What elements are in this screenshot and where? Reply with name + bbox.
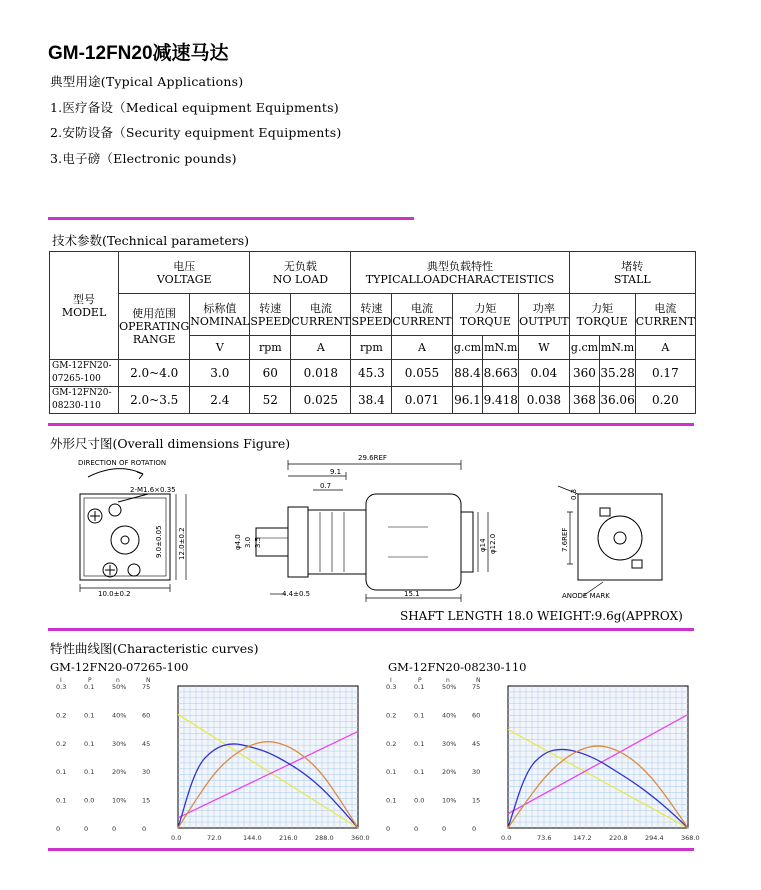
noload-speed-header xyxy=(250,294,291,336)
current-header-en: CURRENT xyxy=(291,314,351,328)
application-item: 2.安防设备（Security equipment Equipments) xyxy=(50,125,342,140)
unit-cell: mN.m xyxy=(483,336,519,360)
y-tick-label: 0.2 xyxy=(386,711,397,720)
speed-header-cn: 转速 xyxy=(360,301,383,315)
dim-label: 29.6REF xyxy=(358,454,387,462)
y-tick-label: 0 xyxy=(442,825,447,833)
unit-cell: V xyxy=(190,336,250,360)
model-header-cn: 型号 xyxy=(73,292,96,306)
y-tick-label: 0.0 xyxy=(414,796,425,805)
section-divider xyxy=(48,628,694,631)
x-tick-label: 147.2 xyxy=(573,834,592,842)
shaft-weight-note: SHAFT LENGTH 18.0 WEIGHT:9.6g(APPROX) xyxy=(400,609,683,623)
axis-header: N xyxy=(476,677,481,684)
dim-label: 9.1 xyxy=(330,468,342,476)
y-tick-label: 0.3 xyxy=(386,683,397,691)
curves-heading: 特性曲线图(Characteristic curves) xyxy=(50,641,259,656)
dimensions-heading: 外形尺寸图(Overall dimensions Figure) xyxy=(50,436,291,451)
y-tick-label: 0.1 xyxy=(414,768,425,777)
axis-header: N xyxy=(146,677,151,684)
dim-label: 7.6REF xyxy=(561,527,569,552)
table-row xyxy=(50,360,696,387)
noload-header xyxy=(250,252,351,294)
power-header-cn: 功率 xyxy=(532,301,555,315)
section-divider xyxy=(48,848,694,851)
shaft-boss xyxy=(111,526,139,554)
stall-header-en: STALL xyxy=(613,272,651,286)
y-tick-label: 0.2 xyxy=(386,739,397,748)
section-divider xyxy=(48,423,694,426)
x-tick-label: 360.0 xyxy=(351,834,370,842)
dim-label: 10.0±0.2 xyxy=(98,590,131,598)
y-tick-label: 0 xyxy=(112,825,117,833)
unit-cell: W xyxy=(519,336,569,360)
value-cell: 88.4 xyxy=(452,360,483,387)
noload-current-header xyxy=(291,294,351,336)
unit-cell: rpm xyxy=(351,336,392,360)
anode-label: ANODE MARK xyxy=(562,592,610,600)
typical-torque-header xyxy=(452,294,519,336)
voltage-header xyxy=(119,252,250,294)
y-tick-label: 40% xyxy=(442,711,457,720)
y-tick-label: 30 xyxy=(142,768,151,777)
y-tick-label: 0 xyxy=(386,825,391,833)
rotation-label: DIRECTION OF ROTATION xyxy=(78,459,167,467)
y-tick-label: 0.1 xyxy=(84,683,95,691)
applications-heading: 典型用途(Typical Applications) xyxy=(50,74,244,89)
typical-load-header xyxy=(351,252,569,294)
stall-header xyxy=(569,252,695,294)
value-cell: 60 xyxy=(250,360,291,387)
torque-header-en: TORQUE xyxy=(576,314,628,328)
y-tick-label: 0.0 xyxy=(84,796,95,805)
current-header-cn: 电流 xyxy=(309,301,332,315)
x-tick-label: 368.0 xyxy=(681,834,700,842)
application-item: 1.医疗备设（Medical equipment Equipments) xyxy=(50,100,339,115)
y-tick-label: 40% xyxy=(112,711,127,720)
axis-header: P xyxy=(88,677,92,684)
stall-current-header xyxy=(635,294,695,336)
x-tick-label: 288.0 xyxy=(315,834,334,842)
x-tick-label: 0.0 xyxy=(171,834,182,842)
value-cell: 2.4 xyxy=(190,387,250,414)
model-header-en: MODEL xyxy=(61,305,107,319)
dim-label: 3.5 xyxy=(254,536,262,548)
unit-cell: g.cm xyxy=(452,336,483,360)
dim-label: 15.1 xyxy=(404,590,420,598)
dim-label: φ12.0 xyxy=(489,533,497,554)
y-tick-label: 0 xyxy=(56,825,61,833)
value-cell: 8.663 xyxy=(483,360,519,387)
value-cell: 35.28 xyxy=(600,360,635,387)
gearbox-plate xyxy=(288,507,308,577)
value-cell: 368 xyxy=(569,387,600,414)
y-tick-label: 0 xyxy=(142,825,147,833)
typical-power-header xyxy=(519,294,569,336)
table-row xyxy=(50,387,696,414)
stall-torque-header xyxy=(569,294,635,336)
torque-header-cn: 力矩 xyxy=(474,301,497,315)
x-tick-label: 0.0 xyxy=(501,834,512,842)
y-tick-label: 30% xyxy=(442,739,457,748)
rotation-arrow xyxy=(88,469,143,477)
section-divider xyxy=(48,217,414,220)
axis-header: n xyxy=(116,677,120,684)
value-cell: 36.06 xyxy=(600,387,635,414)
y-tick-label: 0.1 xyxy=(414,711,425,720)
y-tick-label: 50% xyxy=(112,683,127,691)
model-cell: GM-12FN20-08230-110 xyxy=(50,387,119,414)
x-tick-label: 294.4 xyxy=(645,834,664,842)
dim-label: 9.0±0.05 xyxy=(155,525,163,558)
torque-header-cn: 力矩 xyxy=(591,301,614,315)
y-tick-label: 15 xyxy=(472,796,481,805)
page-title: GM-12FN20减速马达 xyxy=(48,43,229,64)
x-tick-label: 144.0 xyxy=(243,834,262,842)
range-header xyxy=(119,294,190,360)
y-tick-label: 0.1 xyxy=(84,768,95,777)
thread-label: 2-M1.6×0.35 xyxy=(130,486,176,494)
value-cell: 0.025 xyxy=(291,387,351,414)
nominal-header-en: NOMINAL xyxy=(190,314,250,328)
value-cell: 0.038 xyxy=(519,387,569,414)
y-tick-label: 30 xyxy=(472,768,481,777)
voltage-header-cn: 电压 xyxy=(173,259,196,273)
dim-label: 3.0 xyxy=(244,536,252,548)
current-header-en: CURRENT xyxy=(392,314,452,328)
y-tick-label: 75 xyxy=(472,683,481,691)
application-item: 3.电子磅（Electronic pounds) xyxy=(50,151,237,166)
value-cell: 45.3 xyxy=(351,360,392,387)
motor-body xyxy=(366,494,461,590)
range-header-cn: 使用范围 xyxy=(132,307,177,320)
y-tick-label: 0.1 xyxy=(414,683,425,691)
y-tick-label: 10% xyxy=(442,796,457,805)
axis-header: I xyxy=(60,677,62,684)
typical-header-cn: 典型负载特性 xyxy=(427,259,494,273)
y-tick-label: 0.1 xyxy=(56,796,67,805)
end-view-plate xyxy=(578,494,662,580)
y-tick-label: 10% xyxy=(112,796,127,805)
y-tick-label: 0.1 xyxy=(386,768,397,777)
y-tick-label: 0.3 xyxy=(56,683,67,691)
y-tick-label: 45 xyxy=(472,739,481,748)
torque-header-en: TORQUE xyxy=(459,314,511,328)
model-cell: GM-12FN20-07265-100 xyxy=(50,360,119,387)
y-tick-label: 30% xyxy=(112,739,127,748)
nominal-header xyxy=(190,294,250,336)
value-cell: 52 xyxy=(250,387,291,414)
technical-table xyxy=(49,251,696,414)
dim-label: 0.7 xyxy=(320,482,332,490)
x-tick-label: 220.8 xyxy=(609,834,628,842)
y-tick-label: 50% xyxy=(442,683,457,691)
axis-header: I xyxy=(390,677,392,684)
value-cell: 2.0~4.0 xyxy=(119,360,190,387)
typical-current-header xyxy=(392,294,452,336)
chart-title: GM-12FN20-07265-100 xyxy=(50,660,189,674)
y-tick-label: 60 xyxy=(472,711,481,720)
y-tick-label: 0.1 xyxy=(386,796,397,805)
speed-header-en: SPEED xyxy=(250,314,291,328)
y-tick-label: 75 xyxy=(142,683,151,691)
voltage-header-en: VOLTAGE xyxy=(156,272,212,286)
model-header xyxy=(50,252,119,360)
y-tick-label: 60 xyxy=(142,711,151,720)
y-tick-label: 0.2 xyxy=(56,739,67,748)
unit-cell: g.cm xyxy=(569,336,600,360)
gearbox xyxy=(308,510,366,574)
y-tick-label: 0 xyxy=(84,825,89,833)
y-tick-label: 0.1 xyxy=(84,739,95,748)
value-cell: 96.1 xyxy=(452,387,483,414)
dimension-drawing xyxy=(48,452,698,610)
y-tick-label: 45 xyxy=(142,739,151,748)
x-tick-label: 72.0 xyxy=(207,834,222,842)
value-cell: 0.04 xyxy=(519,360,569,387)
noload-header-en: NO LOAD xyxy=(272,272,329,286)
typical-header-en: TYPICALLOADCHARACTEISTICS xyxy=(365,272,555,286)
value-cell: 2.0~3.5 xyxy=(119,387,190,414)
end-cap xyxy=(598,516,642,560)
dim-label: 4.4±0.5 xyxy=(282,590,311,598)
value-cell: 0.055 xyxy=(392,360,452,387)
characteristic-chart-1 xyxy=(48,674,370,846)
dim-label: φ4.0 xyxy=(234,534,242,550)
y-tick-label: 0.1 xyxy=(56,768,67,777)
dim-label: 12.0±0.2 xyxy=(178,527,186,560)
unit-cell: rpm xyxy=(250,336,291,360)
chart-title: GM-12FN20-08230-110 xyxy=(388,660,527,674)
y-tick-label: 0 xyxy=(472,825,477,833)
value-cell: 3.0 xyxy=(190,360,250,387)
speed-header-en: SPEED xyxy=(351,314,392,328)
value-cell: 0.071 xyxy=(392,387,452,414)
unit-cell: A xyxy=(291,336,351,360)
dim-label: 0.3 xyxy=(570,488,578,500)
value-cell: 360 xyxy=(569,360,600,387)
current-header-cn: 电流 xyxy=(654,301,677,315)
value-cell: 9.418 xyxy=(483,387,519,414)
value-cell: 0.17 xyxy=(635,360,695,387)
technical-heading: 技术参数(Technical parameters) xyxy=(52,233,249,248)
noload-header-cn: 无负载 xyxy=(283,259,317,273)
power-header-en: OUTPUT xyxy=(519,314,569,328)
current-header-en: CURRENT xyxy=(635,314,695,328)
value-cell: 0.20 xyxy=(635,387,695,414)
y-tick-label: 0 xyxy=(414,825,419,833)
value-cell: 38.4 xyxy=(351,387,392,414)
y-tick-label: 20% xyxy=(442,768,457,777)
current-header-cn: 电流 xyxy=(410,301,433,315)
y-tick-label: 15 xyxy=(142,796,151,805)
range-header-en1: OPERATING xyxy=(119,320,190,333)
typical-speed-header xyxy=(351,294,392,336)
speed-header-cn: 转速 xyxy=(259,301,282,315)
x-tick-label: 216.0 xyxy=(279,834,298,842)
y-tick-label: 0.1 xyxy=(84,711,95,720)
y-tick-label: 0.1 xyxy=(414,739,425,748)
x-tick-label: 73.6 xyxy=(537,834,552,842)
value-cell: 0.018 xyxy=(291,360,351,387)
stall-header-cn: 堵转 xyxy=(621,259,644,273)
y-tick-label: 0.2 xyxy=(56,711,67,720)
unit-cell: A xyxy=(392,336,452,360)
nominal-header-cn: 标称值 xyxy=(203,301,237,315)
y-tick-label: 20% xyxy=(112,768,127,777)
range-header-en2: RANGE xyxy=(132,333,176,346)
unit-cell: mN.m xyxy=(600,336,635,360)
dim-label: φ14 xyxy=(479,538,487,552)
characteristic-chart-2 xyxy=(378,674,700,846)
unit-cell: A xyxy=(635,336,695,360)
axis-header: n xyxy=(446,677,450,684)
axis-header: P xyxy=(418,677,422,684)
